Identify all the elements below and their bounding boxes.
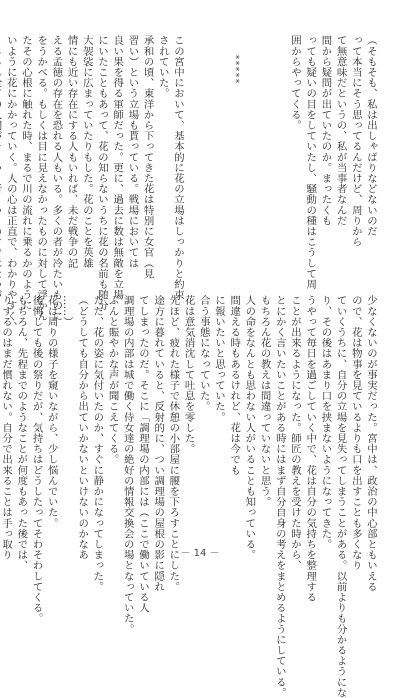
text-line: て無意味だというの、私が当事者なんだ bbox=[334, 35, 347, 226]
text-line: 情にも近い存在にする人もいれば、未だ戦争の記 bbox=[65, 35, 78, 269]
text-line: うやって毎日を過ごしていく中で、花は自分の気持ちを整理する bbox=[304, 295, 317, 603]
text-line: っても疑いの目をしていたし、騒動の種はこうして周 bbox=[304, 35, 317, 290]
text-line: ……） bbox=[60, 295, 73, 327]
text-line: 後悔しても後の祭りだが、気持ちはどうしたってそわそわしてくる。 bbox=[30, 295, 43, 624]
text-line: てしまったのだ。そこに「調理場の内部には（ここで働いている人 bbox=[136, 295, 149, 613]
text-line: 途方に暮れていると、反射的に、つい調理場の屋根の影に隠れ bbox=[152, 295, 165, 592]
text-line: える孟徳の存在を恐れる人もいる。多くの者が冷たいものに bbox=[50, 35, 63, 322]
text-line: 良い果を得る軍師だった。更に、過去に数は無敵を立場 bbox=[111, 35, 124, 300]
text-column-top-left bbox=[0, 35, 185, 332]
text-line: ただ、花の姿に気付いたのか、すぐに静かになってしまった。 bbox=[91, 295, 104, 592]
text-line: に報いたいと思っていた。 bbox=[212, 295, 225, 423]
text-line: 囲からやってくる。 bbox=[288, 35, 301, 131]
text-line: 承和の頃、東洋から下ってきた花は特別に女官（見 bbox=[141, 35, 154, 279]
text-line: 少なくないのが事実だった。宮中は、政治の中心部ともいえる bbox=[365, 295, 377, 592]
text-line: 人の命をなんとも思わない人がいることも知っている。 bbox=[243, 295, 256, 560]
text-line: って本当にそう思ってるんだけど、周りから bbox=[349, 35, 362, 247]
text-column-top-right bbox=[287, 35, 378, 290]
text-line: もちろん、先程までのようなことが何度もあった後では、 bbox=[15, 295, 28, 571]
text-line bbox=[0, 35, 3, 255]
text-line: ことが出来るようになった。師匠の教えを受けた時から、 bbox=[288, 295, 301, 571]
page-number: － 14 － bbox=[180, 548, 220, 559]
section-divider-stars: ***** bbox=[231, 55, 240, 85]
text-line: 習い）という立場も貰っている。戦場においては bbox=[126, 35, 139, 269]
text-line: にいたこともあって、花の知らないうちに花の名前も随分 bbox=[95, 35, 108, 311]
text-line: 花は周りの様子を窺いながら、少し悩んでいた。 bbox=[45, 295, 58, 529]
text-line: （どうしても自分から出ていかないといけないのかなあ bbox=[76, 295, 89, 560]
text-line: ので、花は物事を見ているよりも口を出すことも多くなり bbox=[349, 295, 362, 571]
text-line: 先ほど、疲れた様子で休憩の小部屋に腰を下ろすことにした。 bbox=[167, 295, 180, 592]
text-line: 花は意気消沈して吐息を零した。 bbox=[182, 295, 195, 454]
text-line: 調理場の内部は城で働く侍女達の絶好の情報交換会の場となっていた。 bbox=[121, 295, 134, 635]
text-line: されていた。 bbox=[156, 35, 169, 99]
text-line: 間から疑問が出ていたのか。まったくも bbox=[319, 35, 332, 226]
text-line: たその心根に触れた時、まるで川の流れに乗るかのように bbox=[19, 35, 32, 311]
text-line: いように花にかかっていく。人の心は正直で、わかりやすく、 bbox=[4, 35, 17, 332]
text-line: この宮中において、基本的に花の立場はしっかりと約束 bbox=[172, 35, 184, 300]
text-line: とにかく言いたいことがある時にはまず自分自身の考えをまとめるようにしている。 bbox=[273, 295, 286, 698]
text-line: 大袈裟に広まっていたりもした。花のことを英雄 bbox=[80, 35, 93, 269]
text-line: ていくうちに、自分の立場を見失ってしまうことがある。以前よりも分かるようにな bbox=[334, 295, 347, 698]
text-line: （そもそも、私は出しゃばりなどないのだ bbox=[365, 35, 377, 237]
text-line: 間違える時もあるけれど、花は今でも bbox=[228, 295, 241, 476]
text-line: りするのはまだ慣れない。自分で出来ることは手っ取り bbox=[0, 295, 13, 560]
text-line: ぶんと賑やかな声が聞こえてくる。 bbox=[106, 295, 119, 465]
text-line: り、その後はあまり口を挟まないようになってきた。 bbox=[319, 295, 332, 550]
text-line: もちろん花の教えは間違っていないと思う。 bbox=[258, 295, 271, 507]
text-line: をうかべる。もしくは目に見えなかったものに対して浮かん bbox=[35, 35, 48, 322]
text-line: 合う事態になっていた。 bbox=[197, 295, 210, 412]
